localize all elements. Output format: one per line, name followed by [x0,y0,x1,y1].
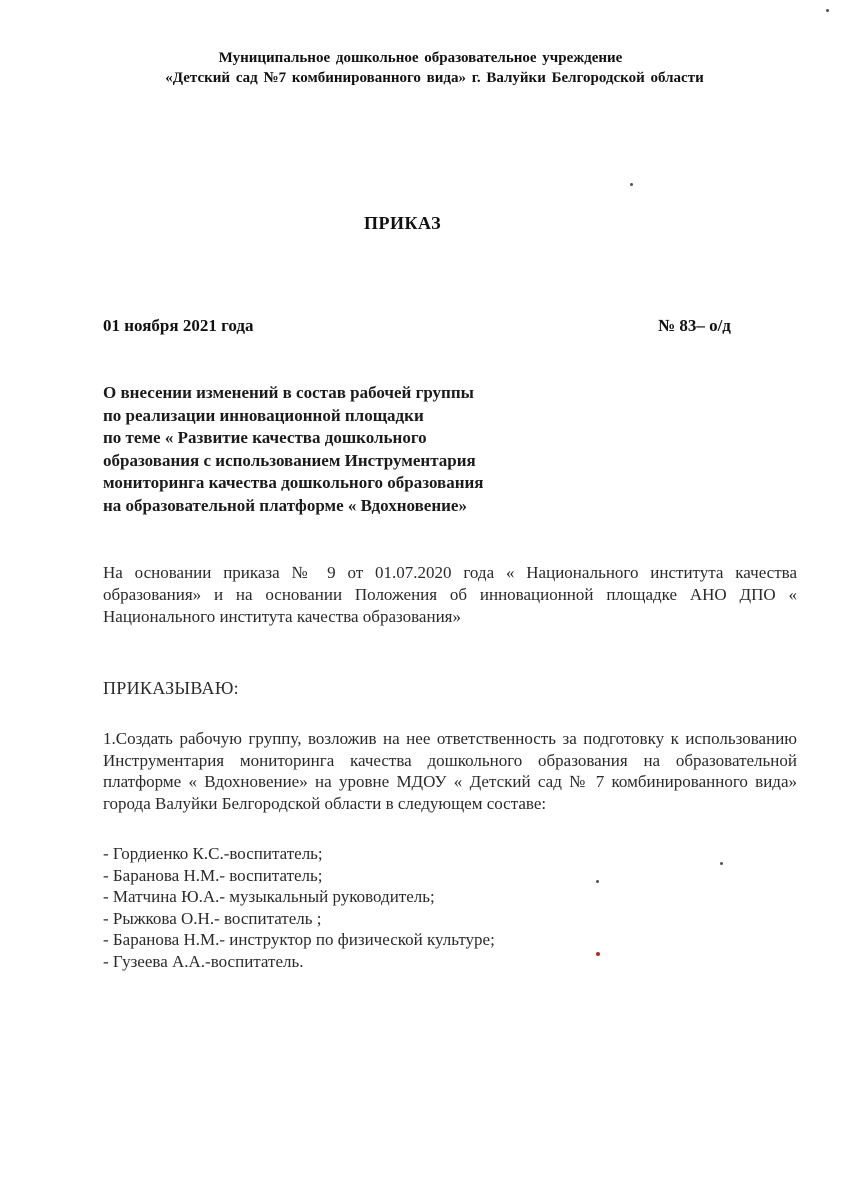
subject-line: по теме « Развитие качества дошкольного [103,428,427,448]
member-item: - Баранова Н.М.- инструктор по физической культуре; [103,930,495,950]
subject-line: О внесении изменений в состав рабочей группы [103,383,474,402]
subject-line: на образовательной платформе « Вдохновение» [103,495,467,515]
members-list [103,843,797,973]
member-item: - Баранова Н.М.- воспитатель; [103,865,323,885]
subject-line: мониторинга качества дошкольного образования [103,473,484,493]
scan-speck [596,952,600,956]
basis-paragraph: На основании приказа № 9 от 01.07.2020 года « Национального института качества образования» и на основании Положения об инновационной площадке АНО ДПО « Национального института качества образования» [103,563,797,626]
scan-speck [596,880,599,883]
member-item: - Гордиенко К.С.-воспитатель; [103,844,323,863]
order-subject [103,382,623,518]
order-number: № 83– о/д [658,316,731,335]
order-item-1: 1.Создать рабочую группу, возложив на нее ответственность за подготовку к использованию Инструментария мониторинга качества дошкольного образования на образовательной платформе « Вдохновение» на уровне МДОУ « Детский сад № 7 комбинированного вида» города Валуйки Белгородской области в следующем составе: [103,729,797,813]
scan-speck [630,183,633,186]
member-item: - Гузеева А.А.-воспитатель. [103,951,304,971]
subject-line: по реализации инновационной площадки [103,405,424,425]
member-item: - Матчина Ю.А.- музыкальный руководитель; [103,887,435,907]
org-line-1: Муниципальное дошкольное образовательное учреждение [218,50,623,66]
order-date: 01 ноября 2021 года [103,316,254,335]
document-title: ПРИКАЗ [364,213,442,233]
org-line-2: «Детский сад №7 комбинированного вида» г. Валуйки Белгородской области [165,70,704,86]
subject-line: образования с использованием Инструментария [103,450,476,470]
member-item: - Рыжкова О.Н.- воспитатель ; [103,908,322,928]
scan-speck [826,9,829,12]
order-directive: ПРИКАЗЫВАЮ: [103,678,239,698]
organization-header [0,48,841,88]
scan-speck [720,862,723,865]
